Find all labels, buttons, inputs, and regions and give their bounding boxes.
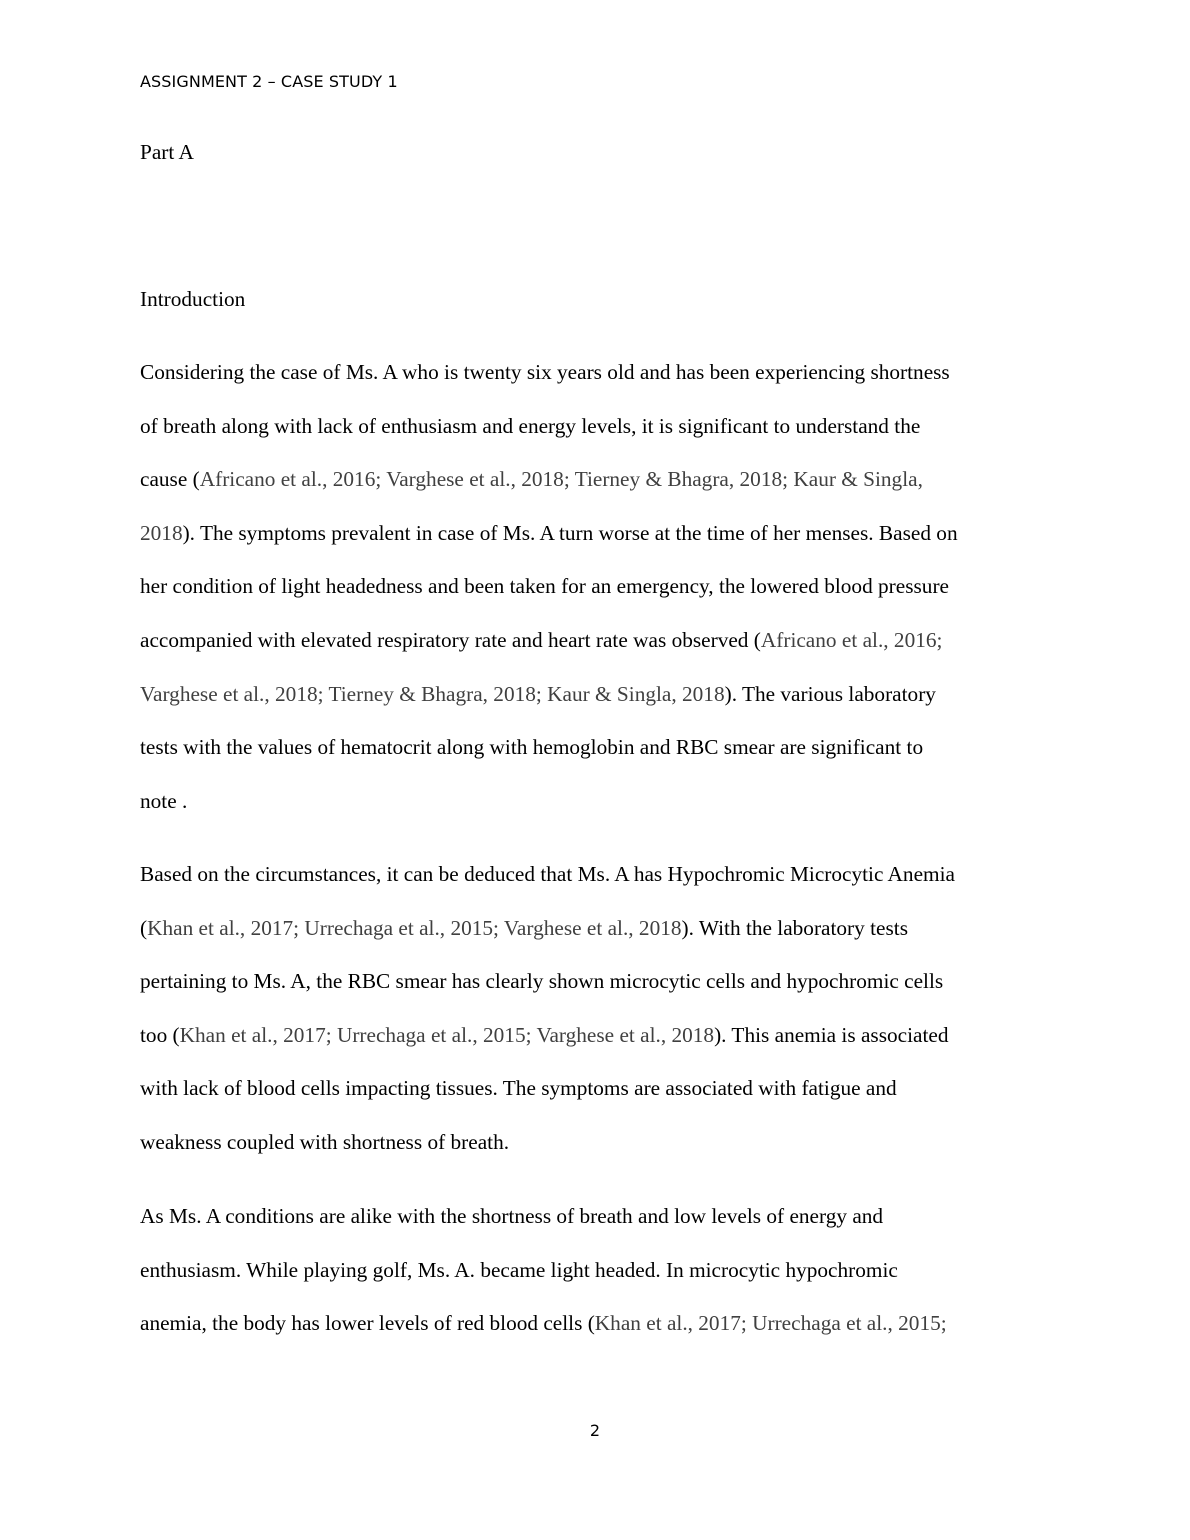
citation: Khan et al., 2017; Urrechaga et al., 2015; [594,1311,947,1336]
text-run: ). The symptoms prevalent in case of Ms. A turn worse at the time of her menses. Based on [182,520,958,545]
part-title: Part A [140,140,194,164]
text-run: cause ( [140,467,200,492]
text-run: As Ms. A conditions are alike with the shortness of breath and low levels of energy and [140,1204,884,1228]
paragraph-introduction-2 [140,848,1050,1170]
citation: 2018 [140,520,183,545]
text-run: ). The various laboratory [724,681,936,706]
text-run: pertaining to Ms. A, the RBC smear has clearly shown microcytic cells and hypochromic cells [140,969,944,994]
text-run: Considering the case of Ms. A who is twenty six years old and has been experiencing shortness [140,360,950,384]
text-run: weakness coupled with shortness of breath. [140,1129,510,1154]
paragraph-line [140,902,1050,956]
paragraph-line [140,346,1050,400]
text-run: note . [140,788,188,813]
text-run: accompanied with elevated respiratory rate and heart rate was observed ( [140,627,761,652]
paragraph-line [140,453,1050,507]
paragraph-line [140,1190,1050,1244]
running-head: ASSIGNMENT 2 – CASE STUDY 1 [140,72,398,91]
paragraph-line [140,721,1050,775]
text-run: Based on the circumstances, it can be deduced that Ms. A has Hypochromic Microcytic Anemia [140,862,955,886]
paragraph-line [140,560,1050,614]
paragraph-introduction-3 [140,1190,1050,1351]
paragraph-line [140,668,1050,722]
text-run: enthusiasm. While playing golf, Ms. A. became light headed. In microcytic hypochromic [140,1257,898,1282]
text-run: ( [140,915,148,940]
paragraph-line [140,1009,1050,1063]
text-run: of breath along with lack of enthusiasm and energy levels, it is significant to understand the [140,413,921,438]
paragraph-line [140,1244,1050,1298]
paragraph-line [140,1116,1050,1170]
citation: Varghese et al., 2018; Tierney & Bhagra, 2018; Kaur & Singla, 2018 [140,681,725,706]
text-run: too ( [140,1022,180,1047]
text-run: tests with the values of hematocrit along with hemoglobin and RBC smear are significant to [140,735,924,760]
paragraph-introduction-1 [140,346,1050,828]
paragraph-line [140,614,1050,668]
paragraph-line [140,507,1050,561]
citation: Khan et al., 2017; Urrechaga et al., 2015; Varghese et al., 2018 [147,915,682,940]
text-run: ). With the laboratory tests [681,915,908,940]
paragraph-line [140,955,1050,1009]
paragraph-line [140,775,1050,829]
text-run: with lack of blood cells impacting tissues. The symptoms are associated with fatigue and [140,1076,897,1101]
paragraph-line [140,400,1050,454]
text-run: her condition of light headedness and been taken for an emergency, the lowered blood pressure [140,574,950,599]
paragraph-line [140,1297,1050,1351]
paragraph-line [140,1062,1050,1116]
citation: Africano et al., 2016; [760,627,943,652]
citation: Africano et al., 2016; Varghese et al., 2018; Tierney & Bhagra, 2018; Kaur & Singla, [199,467,923,492]
text-run: anemia, the body has lower levels of red blood cells ( [140,1311,595,1336]
paragraph-line [140,848,1050,902]
page-number: 2 [589,1421,601,1440]
section-title: Introduction [140,287,246,311]
citation: Khan et al., 2017; Urrechaga et al., 2015; Varghese et al., 2018 [179,1022,715,1047]
text-run: ). This anemia is associated [714,1022,949,1047]
